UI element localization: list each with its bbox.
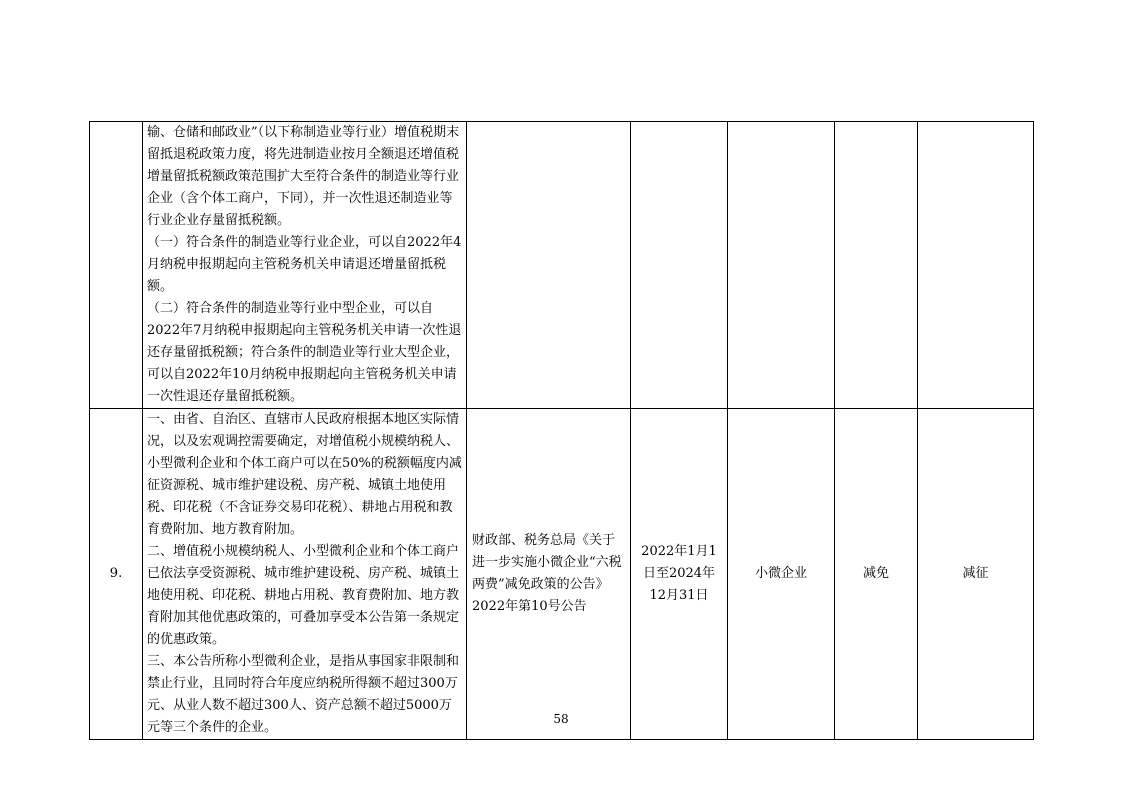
policy-basis-cell: 财政部、税务总局《关于进一步实施小微企业“六税两费”减免政策的公告》2022年第10号公告 bbox=[467, 409, 631, 740]
policy-paragraph: 输、仓储和邮政业”（以下称制造业等行业）增值税期末留抵退税政策力度，将先进制造业按月全额退还增值税增量留抵税额政策范围扩大至符合条件的制造业等行业企业（含个体工商户，下同），并一次性退还制造业等行业企业存量留抵税额。 bbox=[147, 125, 460, 228]
policy-table bbox=[89, 121, 1034, 740]
method-cell: 减征 bbox=[918, 409, 1034, 740]
policy-paragraph: （二）符合条件的制造业等行业中型企业，可以自2022年7月纳税申报期起向主管税务机关申请一次性退还存量留抵税额；符合条件的制造业等行业大型企业，可以自2022年10月纳税申报期起向主管税务机关申请一次性退还存量留抵税额。 bbox=[147, 301, 462, 404]
policy-content-cell bbox=[143, 122, 467, 409]
beneficiary-cell: 小微企业 bbox=[728, 409, 835, 740]
period-cell-empty bbox=[631, 122, 728, 409]
preference-type-cell: 减免 bbox=[835, 409, 918, 740]
policy-basis-cell-empty bbox=[467, 122, 631, 409]
beneficiary-cell-empty bbox=[728, 122, 835, 409]
method-cell-empty bbox=[918, 122, 1034, 409]
policy-paragraph: 一、由省、自治区、直辖市人民政府根据本地区实际情况，以及宏观调控需要确定，对增值税小规模纳税人、小型微利企业和个体工商户可以在50%的税额幅度内减征资源税、城市维护建设税、房产税、城镇土地使用税、印花税（不含证券交易印花税）、耕地占用税和教育费附加、地方教育附加。 bbox=[147, 412, 462, 537]
table-row-continued bbox=[90, 122, 1034, 409]
policy-paragraph: 二、增值税小规模纳税人、小型微利企业和个体工商户已依法享受资源税、城市维护建设税、房产税、城镇土地使用税、印花税、耕地占用税、教育费附加、地方教育附加其他优惠政策的，可叠加享受本公告第一条规定的优惠政策。 bbox=[147, 544, 460, 647]
row-number-cell-empty bbox=[90, 122, 143, 409]
policy-paragraph: （一）符合条件的制造业等行业企业，可以自2022年4月纳税申报期起向主管税务机关申请退还增量留抵税额。 bbox=[147, 235, 462, 294]
preference-type-cell-empty bbox=[835, 122, 918, 409]
row-number-cell: 9. bbox=[90, 409, 143, 740]
page-number: 58 bbox=[553, 712, 569, 726]
policy-paragraph: 三、本公告所称小型微利企业，是指从事国家非限制和禁止行业，且同时符合年度应纳税所得额不超过300万元、从业人数不超过300人、资产总额不超过5000万元等三个条件的企业。 bbox=[147, 654, 460, 735]
policy-content-cell bbox=[143, 409, 467, 740]
period-cell: 2022年1月1日至2024年12月31日 bbox=[631, 409, 728, 740]
table-row-9 bbox=[90, 409, 1034, 740]
